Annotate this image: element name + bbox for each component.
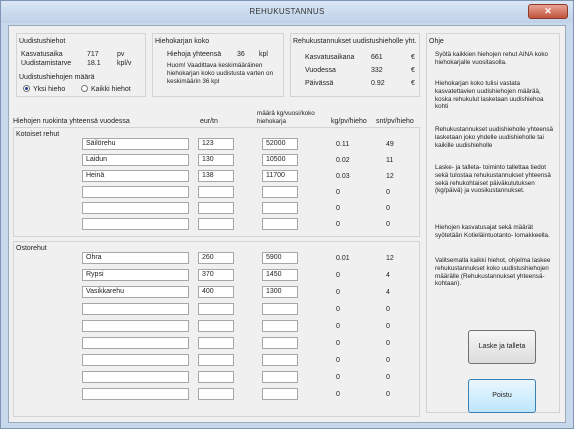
- poistu-button[interactable]: Poistu: [468, 379, 536, 413]
- radio-kaikki-label: Kaikki hiehot: [91, 86, 131, 93]
- feed-snt-value: 0: [386, 323, 390, 330]
- feed-kg-value: 0: [336, 189, 340, 196]
- feed-amount-input[interactable]: 11700: [262, 170, 298, 182]
- col-kg-header: kg/pv/hieho: [331, 118, 367, 125]
- feed-snt-value: 0: [386, 306, 390, 313]
- feed-snt-value: 0: [386, 221, 390, 228]
- karjan-koko-panel: [152, 33, 284, 97]
- feed-name-input[interactable]: [82, 320, 189, 332]
- ohje-text-3: Rehukustannukset uudishieholle yhteensä lasketaan joko yhdelle uudishieholle tai kaikille uudishieholle: [435, 126, 553, 149]
- col-amount-header: määrä kg/vuosi/koko hiehokarja: [257, 110, 315, 125]
- feed-price-input[interactable]: [198, 218, 234, 230]
- vuodessa-label: Vuodessa: [305, 67, 336, 74]
- feed-amount-input[interactable]: 1450: [262, 269, 298, 281]
- feed-amount-input[interactable]: 5900: [262, 252, 298, 264]
- radio-unselected-icon: [81, 85, 88, 92]
- feed-kg-value: 0: [336, 221, 340, 228]
- ohje-text-1: Syötä kaikkien hiehojen rehut AINA koko hiehokarjalle vuositasolla.: [435, 51, 549, 66]
- feed-amount-input[interactable]: 52000: [262, 138, 298, 150]
- form-area: [8, 25, 566, 423]
- kasvatusaikana-label: Kasvatusaikana: [305, 54, 355, 61]
- uudistamistarve-unit: kpl/v: [117, 60, 132, 67]
- feed-snt-value: 0: [386, 205, 390, 212]
- kasvatusaika-unit: pv: [117, 51, 125, 58]
- feed-amount-input[interactable]: [262, 202, 298, 214]
- feed-snt-value: 0: [386, 340, 390, 347]
- feed-kg-value: 0: [336, 289, 340, 296]
- feed-name-input[interactable]: Rypsi: [82, 269, 189, 281]
- paivassa-unit: €: [411, 80, 415, 87]
- feed-name-input[interactable]: [82, 303, 189, 315]
- feed-snt-value: 4: [386, 272, 390, 279]
- feed-amount-input[interactable]: [262, 186, 298, 198]
- feed-price-input[interactable]: [198, 186, 234, 198]
- feed-kg-value: 0: [336, 340, 340, 347]
- feed-snt-value: 0: [386, 357, 390, 364]
- radio-yksi-label: Yksi hieho: [33, 86, 66, 93]
- uudistamistarve-label: Uudistamistarve: [21, 60, 72, 67]
- feed-price-input[interactable]: 123: [198, 138, 234, 150]
- hiehoja-unit: kpl: [259, 51, 268, 58]
- feed-price-input[interactable]: [198, 388, 234, 400]
- feed-price-input[interactable]: 138: [198, 170, 234, 182]
- feed-price-input[interactable]: [198, 354, 234, 366]
- feed-name-input[interactable]: [82, 337, 189, 349]
- feed-name-input[interactable]: [82, 388, 189, 400]
- feed-amount-input[interactable]: [262, 354, 298, 366]
- maara-title: Uudistushiehojen määrä: [19, 74, 95, 81]
- feed-snt-value: 49: [386, 141, 394, 148]
- feed-price-input[interactable]: [198, 320, 234, 332]
- ostorehut-panel: [13, 241, 420, 417]
- ohje-text-2: Hiehokarjan koko tulisi vastata kasvatettavien uudishiehojen määrää, koska rehukulut lasketaan uudishiehoa kohti: [435, 80, 544, 111]
- kustannukset-title: Rehukustannukset uudistushieholle yht.: [293, 38, 417, 45]
- radio-yksi-hieho[interactable]: [23, 85, 65, 94]
- paivassa-value: 0.92: [371, 80, 385, 87]
- karjan-koko-note: Huom! Vaadittava keskimääräinen hiehokarjan koko uudistusta varten on keskimäärin 36 kpl: [167, 62, 274, 85]
- karjan-koko-title: Hiehokarjan koko: [155, 38, 210, 45]
- feed-kg-value: 0: [336, 272, 340, 279]
- title-bar: [1, 1, 573, 23]
- feed-kg-value: 0: [336, 374, 340, 381]
- feed-amount-input[interactable]: 1300: [262, 286, 298, 298]
- feed-kg-value: 0: [336, 205, 340, 212]
- kasvatusaikana-value: 661: [371, 54, 383, 61]
- feed-name-input[interactable]: Vasikkarehu: [82, 286, 189, 298]
- radio-kaikki-hiehot[interactable]: [81, 85, 131, 94]
- feed-amount-input[interactable]: [262, 303, 298, 315]
- col-snt-header: snt/pv/hieho: [376, 118, 414, 125]
- kotoiset-title: Kotoiset rehut: [16, 131, 60, 138]
- uudistamistarve-value: 18.1: [87, 60, 101, 67]
- feed-snt-value: 12: [386, 255, 394, 262]
- ohje-text-5: Hiehojen kasvatusajat sekä määrät syötetään Kotieläintuotanto- lomakkeella.: [435, 224, 550, 239]
- feed-kg-value: 0: [336, 323, 340, 330]
- feed-snt-value: 12: [386, 173, 394, 180]
- feed-kg-value: 0: [336, 391, 340, 398]
- kotoiset-panel: [13, 127, 420, 237]
- feed-name-input[interactable]: Heinä: [82, 170, 189, 182]
- feed-amount-input[interactable]: [262, 337, 298, 349]
- ohje-text-4: Laske- ja talleta- toiminto tallettaa tiedot sekä tulostaa rehukustannukset yhteensä sekä rehukohtaiset päiväkulutuksen (kg/päivä) ja vuosikustannukset.: [435, 164, 551, 195]
- feed-kg-value: 0.03: [336, 173, 350, 180]
- feed-kg-value: 0.01: [336, 255, 350, 262]
- uudistushiehot-panel: [16, 33, 146, 97]
- feed-price-input[interactable]: [198, 303, 234, 315]
- vuodessa-unit: €: [411, 67, 415, 74]
- feed-name-input[interactable]: Laidun: [82, 154, 189, 166]
- feed-snt-value: 4: [386, 289, 390, 296]
- feed-kg-value: 0: [336, 306, 340, 313]
- hiehoja-label: Hiehoja yhteensä: [167, 51, 222, 58]
- kasvatusaika-label: Kasvatusaika: [21, 51, 63, 58]
- kasvatusaikana-unit: €: [411, 54, 415, 61]
- feed-name-input[interactable]: [82, 202, 189, 214]
- hiehoja-value: 36: [237, 51, 245, 58]
- feed-amount-input[interactable]: [262, 371, 298, 383]
- feed-snt-value: 0: [386, 391, 390, 398]
- ostorehut-title: Ostorehut: [16, 245, 47, 252]
- feed-name-input[interactable]: [82, 218, 189, 230]
- feed-price-input[interactable]: 400: [198, 286, 234, 298]
- feed-amount-input[interactable]: [262, 320, 298, 332]
- feed-name-input[interactable]: [82, 186, 189, 198]
- feed-amount-input[interactable]: [262, 388, 298, 400]
- laske-talleta-button[interactable]: Laske ja talleta: [468, 330, 536, 364]
- uudistushiehot-title: Uudistushiehot: [19, 38, 66, 45]
- feed-snt-value: 11: [386, 157, 394, 164]
- window-title: REHUKUSTANNUS: [249, 7, 325, 16]
- feed-amount-input[interactable]: 10500: [262, 154, 298, 166]
- feed-kg-value: 0.02: [336, 157, 350, 164]
- radio-selected-icon: [23, 85, 30, 92]
- feed-price-input[interactable]: 370: [198, 269, 234, 281]
- ohje-title: Ohje: [429, 38, 444, 45]
- feed-price-input[interactable]: [198, 337, 234, 349]
- feed-price-input[interactable]: [198, 202, 234, 214]
- feed-name-input[interactable]: [82, 354, 189, 366]
- feed-kg-value: 0: [336, 357, 340, 364]
- feed-price-input[interactable]: [198, 371, 234, 383]
- feed-name-input[interactable]: Ohra: [82, 252, 189, 264]
- feed-price-input[interactable]: 130: [198, 154, 234, 166]
- feed-name-input[interactable]: [82, 371, 189, 383]
- feed-name-input[interactable]: Säilörehu: [82, 138, 189, 150]
- feed-amount-input[interactable]: [262, 218, 298, 230]
- kustannukset-panel: [290, 33, 420, 97]
- feed-snt-value: 0: [386, 374, 390, 381]
- ohje-panel: [426, 33, 560, 413]
- ohje-text-6: Valitsemalla kaikki hiehot, ohjelma laskee rehukustannukset koko uudistushiehojen määrälle (Rehukustannukset yhteensä-kohtaan).: [435, 257, 551, 288]
- close-button[interactable]: ✕: [528, 4, 568, 19]
- feed-kg-value: 0.11: [336, 141, 350, 148]
- col-price-header: eur/tn: [200, 118, 218, 125]
- feed-snt-value: 0: [386, 189, 390, 196]
- paivassa-label: Päivässä: [305, 80, 334, 87]
- kasvatusaika-value: 717: [87, 51, 99, 58]
- feed-price-input[interactable]: 260: [198, 252, 234, 264]
- feed-title: Hiehojen ruokinta yhteensä vuodessa: [13, 118, 130, 125]
- vuodessa-value: 332: [371, 67, 383, 74]
